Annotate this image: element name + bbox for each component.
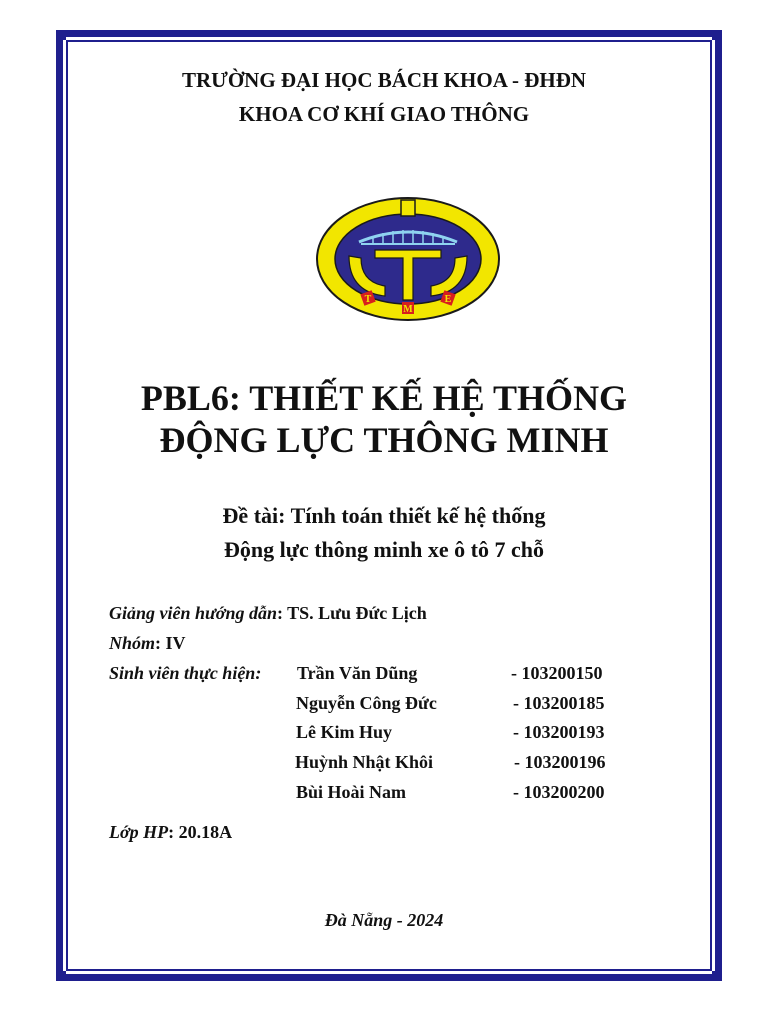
students-label: Sinh viên thực hiện: [109, 663, 262, 683]
student-id: - 103200185 [513, 693, 605, 713]
student-name: Trần Văn Dũng [297, 663, 418, 683]
university-logo [315, 196, 501, 322]
advisor-value: : TS. Lưu Đức Lịch [276, 603, 427, 623]
logo-letter-e: E [444, 294, 452, 305]
student-name: Huỳnh Nhật Khôi [295, 752, 434, 772]
topic-line1: Đề tài: Tính toán thiết kế hệ thống [222, 503, 546, 528]
topic-line2: Động lực thông minh xe ô tô 7 chỗ [224, 537, 544, 562]
students-label-row [109, 663, 261, 684]
faculty-name: KHOA CƠ KHÍ GIAO THÔNG [238, 102, 530, 126]
student-id: - 103200200 [513, 782, 605, 802]
student-name: Nguyễn Công Đức [296, 693, 437, 713]
report-title-line2: ĐỘNG LỰC THÔNG MINH [159, 420, 609, 460]
class-label: Lớp HP [109, 822, 169, 842]
border-corner [56, 30, 66, 40]
student-name: Bùi Hoài Nam [296, 782, 407, 802]
group-value: : IV [155, 633, 186, 653]
university-name: TRƯỜNG ĐẠI HỌC BÁCH KHOA - ĐHĐN [181, 68, 587, 92]
report-title-line1: PBL6: THIẾT KẾ HỆ THỐNG [140, 378, 628, 418]
advisor-label: Giảng viên hướng dẫn [109, 603, 277, 623]
student-id: - 103200196 [514, 752, 606, 772]
student-id: - 103200150 [511, 663, 603, 683]
class-row [109, 822, 232, 843]
border-corner [712, 971, 722, 981]
logo-letter-m: M [403, 304, 413, 315]
border-corner [712, 30, 722, 40]
group-label: Nhóm [109, 633, 156, 653]
place-date: Đà Nẵng - 2024 [324, 910, 444, 930]
logo-top-notch [401, 200, 415, 216]
group-row [109, 633, 186, 654]
student-id: - 103200193 [513, 722, 605, 742]
class-value: : 20.18A [168, 822, 233, 842]
logo-letter-t: T [364, 294, 372, 305]
border-corner [56, 971, 66, 981]
student-name: Lê Kim Huy [296, 722, 393, 742]
advisor-row [109, 603, 427, 624]
